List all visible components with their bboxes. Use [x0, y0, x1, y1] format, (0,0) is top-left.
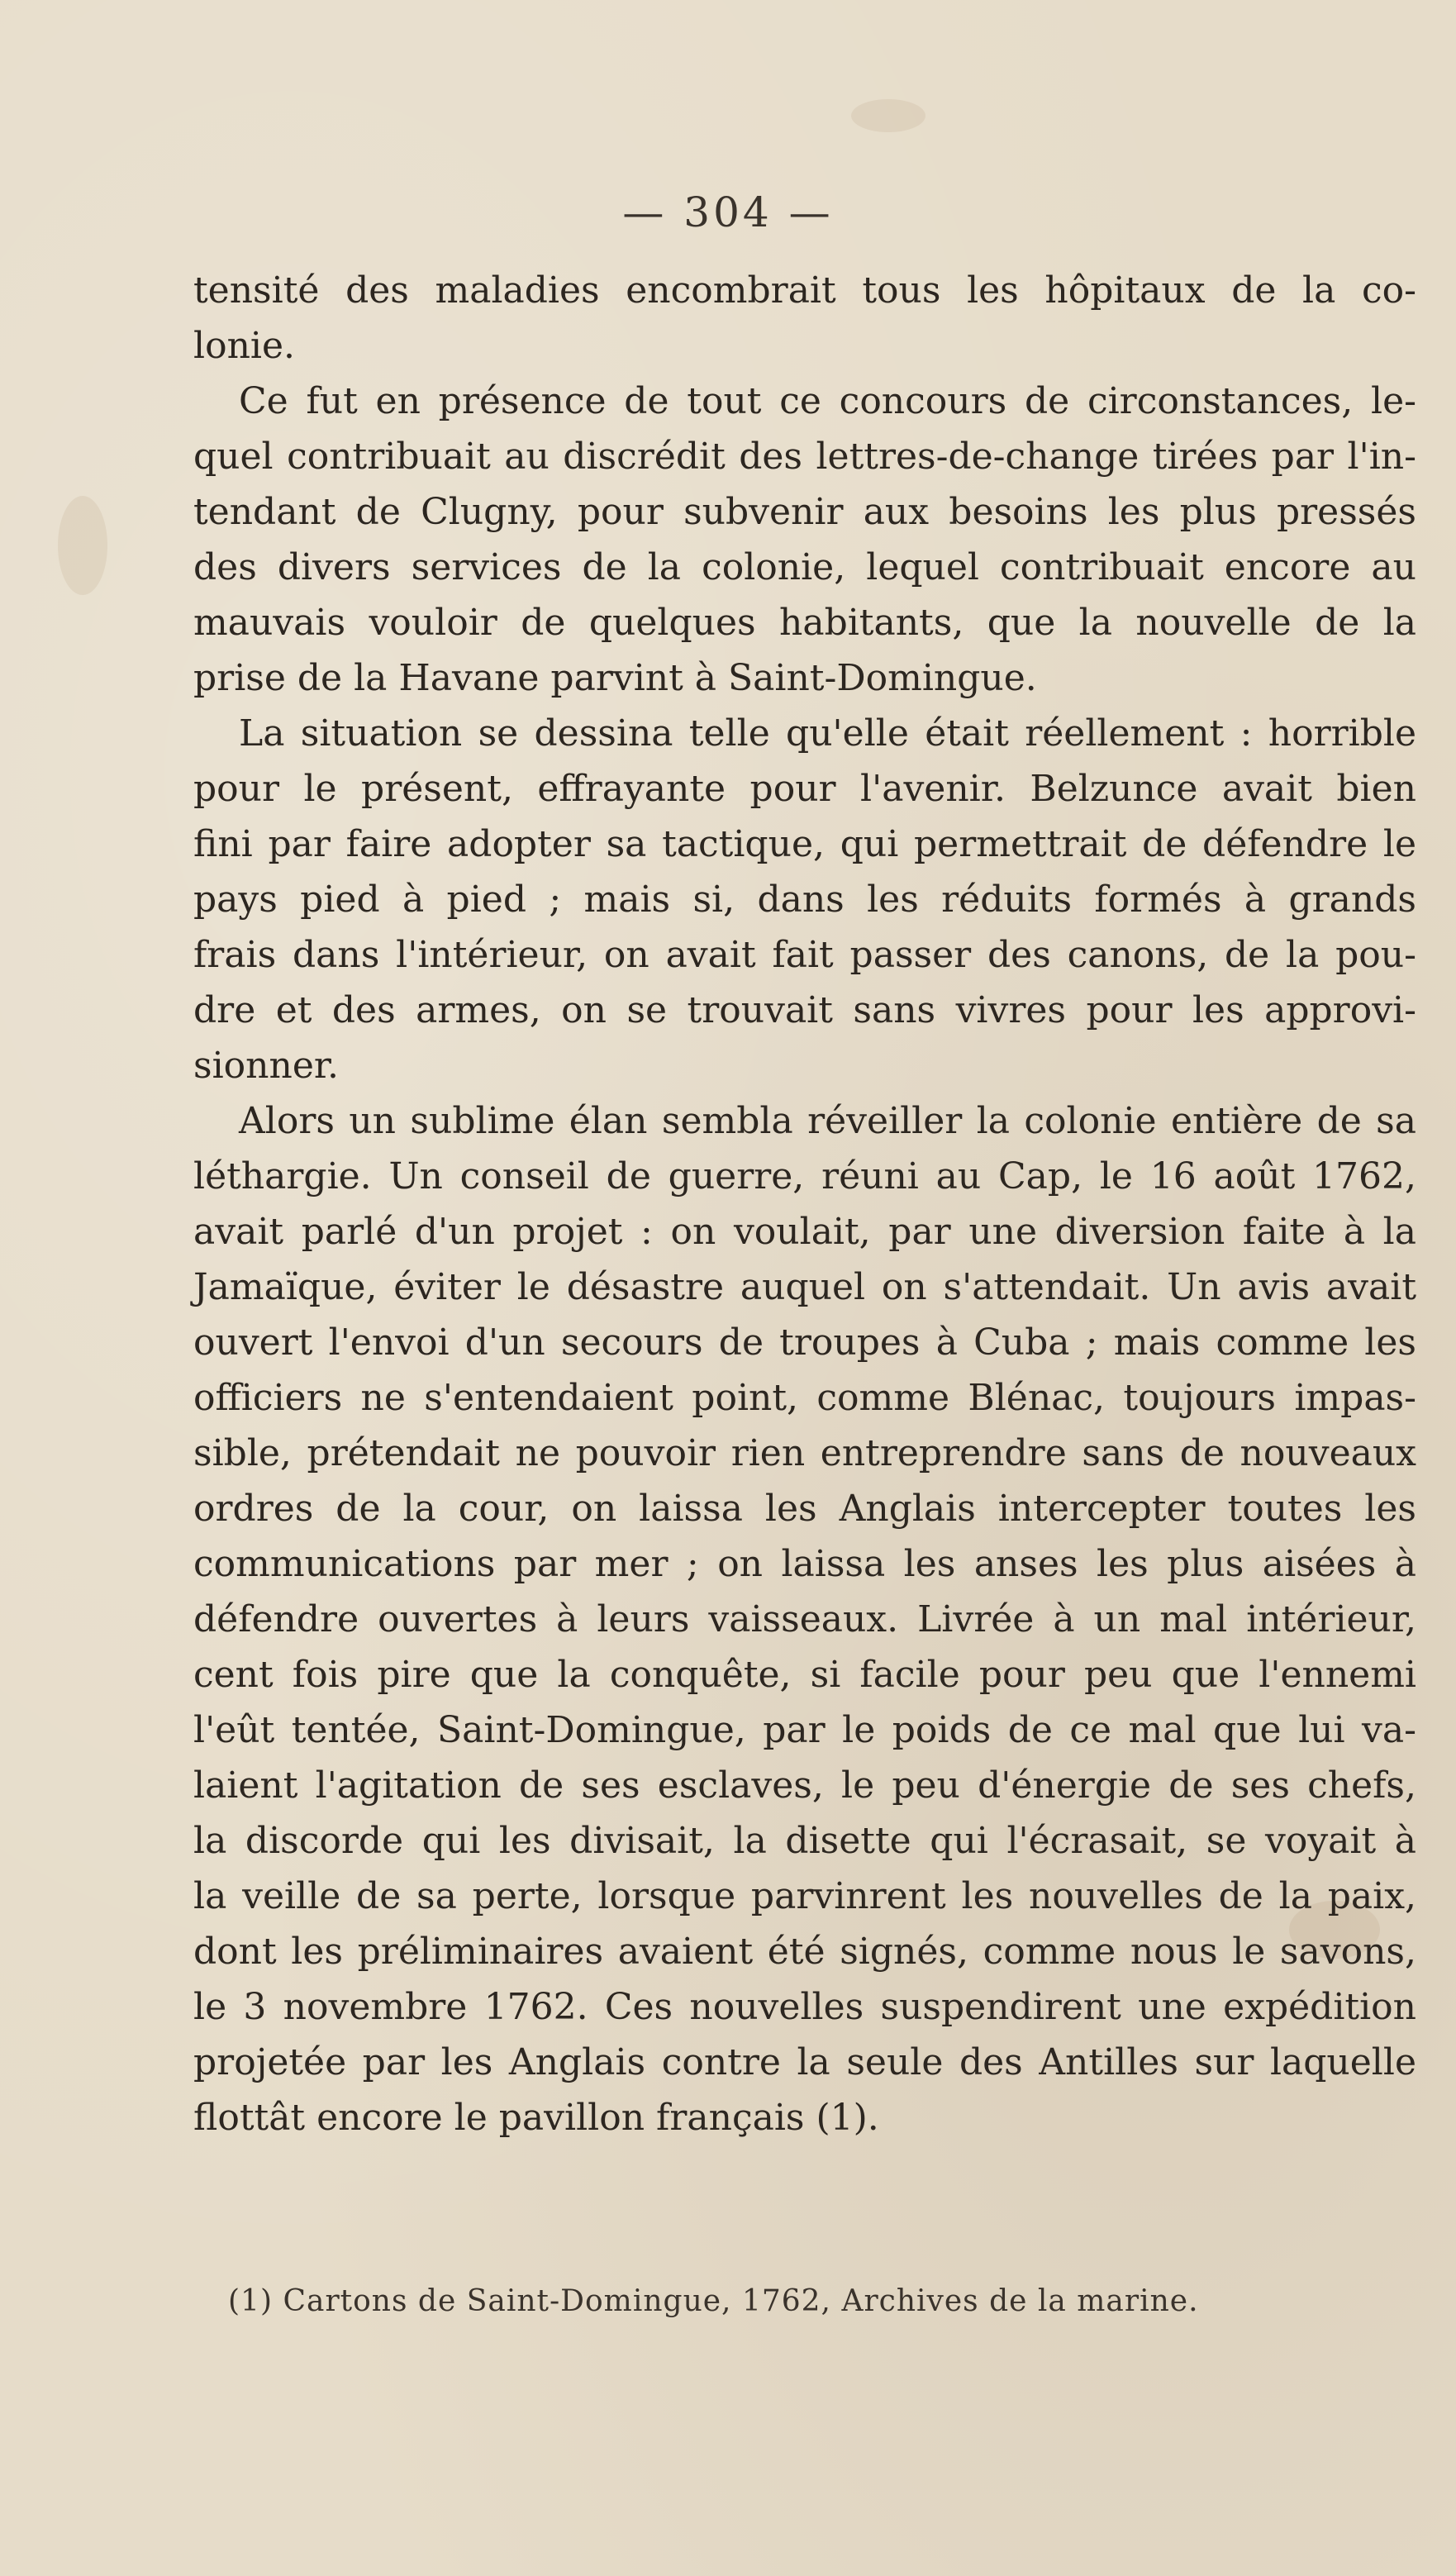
text-line: la veille de sa perte, lorsque parvinrent les nouvelles de la paix, [193, 1875, 1416, 1917]
text-line: l'eût tentée, Saint-Domingue, par le poids de ce mal que lui va- [193, 1709, 1416, 1751]
footnote: (1) Cartons de Saint-Domingue, 1762, Archives de la marine. [228, 2284, 1199, 2318]
text-line: tendant de Clugny, pour subvenir aux besoins les plus pressés [193, 491, 1416, 533]
text-line: ordres de la cour, on laissa les Anglais intercepter toutes les [193, 1488, 1416, 1530]
text-line: le 3 novembre 1762. Ces nouvelles suspendirent une expédition [193, 1986, 1416, 2028]
text-line: ouvert l'envoi d'un secours de troupes à Cuba ; mais comme les [193, 1321, 1416, 1364]
paper-stain [851, 99, 925, 132]
page-number: — 304 — [622, 188, 834, 236]
text-line: laient l'agitation de ses esclaves, le peu d'énergie de ses chefs, [193, 1764, 1416, 1807]
text-line: Ce fut en présence de tout ce concours de circonstances, le- [239, 380, 1416, 422]
text-line: fini par faire adopter sa tactique, qui permettrait de défendre le [193, 823, 1416, 865]
text-line: défendre ouvertes à leurs vaisseaux. Livrée à un mal intérieur, [193, 1598, 1416, 1640]
body-text [193, 263, 1416, 2145]
text-line: quel contribuait au discrédit des lettres-de-change tirées par l'in- [193, 436, 1416, 478]
text-line: cent fois pire que la conquête, si facile pour peu que l'ennemi [193, 1654, 1416, 1696]
text-line: pour le présent, effrayante pour l'avenir. Belzunce avait bien [193, 768, 1416, 810]
text-line: des divers services de la colonie, lequel contribuait encore au [193, 546, 1416, 588]
text-line: La situation se dessina telle qu'elle était réellement : horrible [239, 712, 1416, 755]
text-line: lonie. [193, 325, 295, 367]
text-line: officiers ne s'entendaient point, comme Blénac, toujours impas- [193, 1377, 1416, 1419]
text-line: frais dans l'intérieur, on avait fait passer des canons, de la pou- [193, 934, 1416, 976]
text-line: Alors un sublime élan sembla réveiller la colonie entière de sa [239, 1100, 1416, 1142]
text-line: dre et des armes, on se trouvait sans vivres pour les approvi- [193, 989, 1416, 1031]
paper-stain [58, 496, 107, 595]
text-line: flottât encore le pavillon français (1). [193, 2097, 879, 2139]
text-line: pays pied à pied ; mais si, dans les réduits formés à grands [193, 879, 1416, 921]
text-line: tensité des maladies encombrait tous les hôpitaux de la co- [193, 269, 1416, 312]
text-line: sible, prétendait ne pouvoir rien entreprendre sans de nouveaux [193, 1432, 1416, 1474]
text-line: léthargie. Un conseil de guerre, réuni au Cap, le 16 août 1762, [193, 1155, 1416, 1198]
text-line: communications par mer ; on laissa les anses les plus aisées à [193, 1543, 1416, 1585]
text-line: dont les préliminaires avaient été signés, comme nous le savons, [193, 1931, 1416, 1973]
text-line: projetée par les Anglais contre la seule des Antilles sur laquelle [193, 2041, 1416, 2083]
text-line: avait parlé d'un projet : on voulait, par une diversion faite à la [193, 1211, 1416, 1253]
text-line: mauvais vouloir de quelques habitants, que la nouvelle de la [193, 602, 1416, 644]
text-line: Jamaïque, éviter le désastre auquel on s'attendait. Un avis avait [193, 1266, 1416, 1308]
text-line: sionner. [193, 1045, 340, 1087]
text-line: prise de la Havane parvint à Saint-Domingue. [193, 657, 1037, 699]
text-line: la discorde qui les divisait, la disette qui l'écrasait, se voyait à [193, 1820, 1416, 1862]
